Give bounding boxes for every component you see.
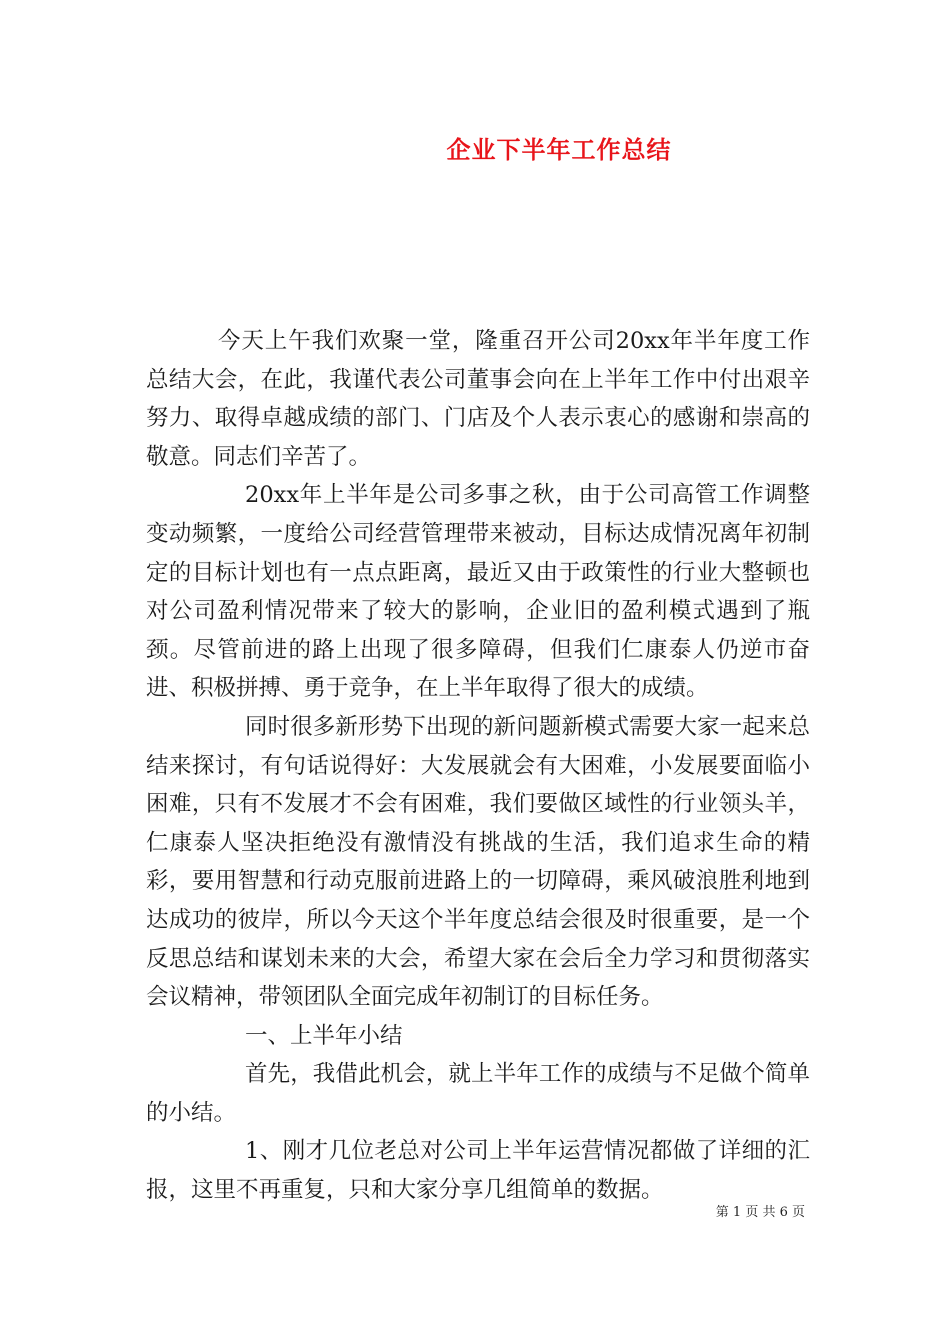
document-body bbox=[146, 322, 810, 1210]
paragraph-opening: 今天上午我们欢聚一堂，隆重召开公司20xx年半年度工作总结大会，在此，我谨代表公司董事会向在上半年工作中付出艰辛努力、取得卓越成绩的部门、门店及个人表示衷心的感谢和崇高的敬意。同志们辛苦了。 bbox=[146, 328, 810, 470]
page-number-footer: 第 1 页 共 6 页 bbox=[715, 1205, 805, 1220]
paragraph-summary-intro: 首先，我借此机会，就上半年工作的成绩与不足做个简单的小结。 bbox=[146, 1061, 810, 1126]
section-heading-first-half-summary: 一、上半年小结 bbox=[245, 1022, 403, 1049]
document-title: 企业下半年工作总结 bbox=[446, 136, 672, 164]
paragraph-first-half-overview: 20xx年上半年是公司多事之秋，由于公司高管工作调整变动频繁，一度给公司经营管理带来被动，目标达成情况离年初制定的目标计划也有一点点距离，最近又由于政策性的行业大整顿也对公司盈利情况带来了较大的影响，企业旧的盈利模式遇到了瓶颈。尽管前进的路上出现了很多障碍，但我们仁康泰人仍逆市奋进、积极拼搏、勇于竞争，在上半年取得了很大的成绩。 bbox=[146, 482, 810, 702]
paragraph-new-challenges: 同时很多新形势下出现的新问题新模式需要大家一起来总结来探讨，有句话说得好：大发展就会有大困难，小发展要面临小困难，只有不发展才不会有困难，我们要做区域性的行业领头羊，仁康泰人坚决拒绝没有激情没有挑战的生活，我们追求生命的精彩，要用智慧和行动克服前进路上的一切障碍，乘风破浪胜利地到达成功的彼岸，所以今天这个半年度总结会很及时很重要，是一个反思总结和谋划未来的大会，希望大家在会后全力学习和贯彻落实会议精神，带领团队全面完成年初制订的目标任务。 bbox=[146, 713, 810, 1011]
paragraph-item-1: 1、刚才几位老总对公司上半年运营情况都做了详细的汇报，这里不再重复，只和大家分享几组简单的数据。 bbox=[146, 1138, 810, 1204]
